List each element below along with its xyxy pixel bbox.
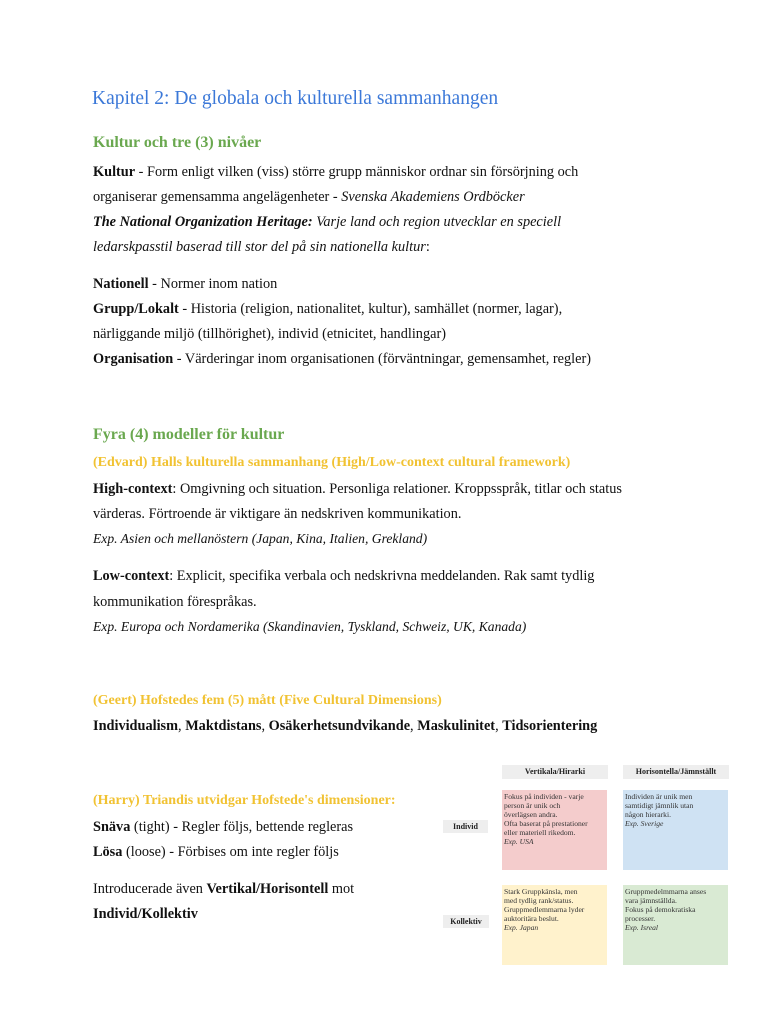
cell-text: Fokus på individen - varje: [504, 792, 584, 801]
dimension-tidsorientering: Tidsorientering: [502, 718, 598, 734]
heritage-definition: Varje land och region utvecklar en speciell: [312, 214, 562, 230]
intro-mot: mot: [328, 881, 355, 897]
kultur-definition: - Form enligt vilken (viss) större grupp människor ordnar sin försörjning och: [135, 164, 579, 180]
high-context-example: Exp. Asien och mellanöstern (Japan, Kina, Italien, Grekland): [93, 531, 428, 546]
cell-example: Exp. USA: [504, 837, 534, 846]
losa-def: (loose) - Förbises om inte regler följs: [122, 844, 339, 860]
level-grupp: [93, 300, 562, 318]
cell-example: Exp. Isreal: [625, 923, 659, 932]
heritage-line-1: [93, 213, 561, 231]
level-grupp-term: Grupp/Lokalt: [93, 301, 179, 317]
dimension-separator: ,: [410, 718, 418, 734]
dimension-separator: ,: [178, 718, 186, 734]
low-context-line-1: [93, 567, 594, 585]
high-context-line-2: värderas. Förtroende är viktigare än nedskriven kommunikation.: [93, 506, 462, 522]
level-nationell-term: Nationell: [93, 276, 149, 292]
cell-example: Exp. Sverige: [625, 819, 664, 828]
heritage-term: The National Organization Heritage:: [93, 214, 313, 230]
matrix-cell-vertical-individ: [502, 790, 607, 870]
kultur-definition-cont: organiserar gemensamma angelägenheter -: [93, 189, 342, 205]
cell-text: vara jämnställda.: [625, 896, 677, 905]
dimension-separator: ,: [495, 718, 503, 734]
matrix-cell-horizontal-individ: [623, 790, 728, 870]
cell-text: samtidigt jämnlik utan: [625, 801, 694, 810]
dimension-maktdistans: Maktdistans: [185, 718, 262, 734]
cell-text: auktoritära beslut.: [504, 914, 559, 923]
matrix-col-horisontella: Horisontella/Jämnställt: [623, 765, 729, 779]
kultur-definition-line-2: [93, 188, 525, 206]
matrix-cell-vertical-kollektiv: [502, 885, 607, 965]
snava-term: Snäva: [93, 819, 131, 835]
hofstede-heading: (Geert) Hofstedes fem (5) mått (Five Cultural Dimensions): [93, 693, 442, 708]
snava-def: (tight) - Regler följs, bettende regleras: [130, 819, 354, 835]
low-context-def: : Explicit, specifika verbala och nedskrivna meddelanden. Rak samt tydlig: [169, 568, 595, 584]
high-context-term: High-context: [93, 481, 173, 497]
triandis-heading: (Harry) Triandis utvidgar Hofstede's dimensioner:: [93, 793, 396, 808]
cell-text: person är unik och: [504, 801, 561, 810]
intro-vertikal-horisontell: Vertikal/Horisontell: [206, 881, 329, 897]
low-context-example: Exp. Europa och Nordamerika (Skandinavien, Tyskland, Schweiz, UK, Kanada): [93, 619, 527, 634]
cell-text: Ofta baserat på prestationer: [504, 819, 588, 828]
cell-text: eller materiell rikedom.: [504, 828, 576, 837]
dimension-osakerhetsundvikande: Osäkerhetsundvikande: [268, 718, 411, 734]
matrix-cell-horizontal-kollektiv: [623, 885, 728, 965]
dimension-individualism: Individualism: [93, 718, 179, 734]
snava-line: [93, 818, 353, 836]
hall-heading: (Edvard) Halls kulturella sammanhang (High/Low-context cultural framework): [93, 455, 571, 470]
level-organisation: [93, 350, 591, 368]
hofstede-dimensions: [93, 717, 597, 735]
dimension-maskulinitet: Maskulinitet: [417, 718, 496, 734]
intro-line-1: [93, 880, 354, 898]
chapter-title: Kapitel 2: De globala och kulturella sammanhangen: [92, 88, 499, 109]
heritage-line-2: [93, 238, 430, 256]
heritage-colon: :: [425, 239, 430, 255]
cell-text: Gruppmedlemmarna lyder: [504, 905, 585, 914]
level-nationell: [93, 275, 277, 293]
level-organisation-def: - Värderingar inom organisationen (förväntningar, gemensamhet, regler): [173, 351, 591, 367]
level-organisation-term: Organisation: [93, 351, 174, 367]
heritage-definition-cont: ledarskpasstil baserad till stor del på sin nationella kultur: [93, 239, 426, 255]
intro-text: Introducerade även: [93, 881, 207, 897]
kultur-definition-line-1: [93, 163, 578, 181]
level-grupp-cont: närliggande miljö (tillhörighet), individ (etnicitet, handlingar): [93, 326, 446, 342]
cell-text: Gruppmedelmmarna anses: [625, 887, 707, 896]
losa-line: [93, 843, 339, 861]
high-context-line-1: [93, 480, 622, 498]
matrix-col-vertikala: Vertikala/Hirarki: [502, 765, 608, 779]
cell-example: Exp. Japan: [504, 923, 539, 932]
low-context-line-2: kommunikation förespråkas.: [93, 594, 257, 610]
level-grupp-def: - Historia (religion, nationalitet, kultur), samhället (normer, lagar),: [178, 301, 563, 317]
cell-text: Fokus på demokratiska: [625, 905, 696, 914]
matrix-row-kollektiv: Kollektiv: [443, 915, 489, 928]
intro-individ-kollektiv: Individ/Kollektiv: [93, 906, 198, 922]
section-heading-kultur: Kultur och tre (3) nivåer: [93, 134, 262, 151]
cell-text: någon hierarki.: [625, 810, 671, 819]
matrix-row-individ: Individ: [443, 820, 488, 833]
cell-text: överlägsen andra.: [504, 810, 558, 819]
high-context-def: : Omgivning och situation. Personliga relationer. Kroppsspråk, titlar och status: [172, 481, 622, 497]
kultur-source: Svenska Akademiens Ordböcker: [341, 189, 525, 205]
cell-text: Stark Gruppkänsla, men: [504, 887, 578, 896]
cell-text: processer.: [625, 914, 656, 923]
cell-text: Individen är unik men: [625, 792, 693, 801]
kultur-term: Kultur: [93, 164, 136, 180]
cell-text: med tydlig rank/status.: [504, 896, 574, 905]
section-heading-modeller: Fyra (4) modeller för kultur: [93, 426, 285, 443]
losa-term: Lösa: [93, 844, 123, 860]
level-nationell-def: - Normer inom nation: [148, 276, 278, 292]
dimension-separator: ,: [261, 718, 269, 734]
low-context-term: Low-context: [93, 568, 170, 584]
